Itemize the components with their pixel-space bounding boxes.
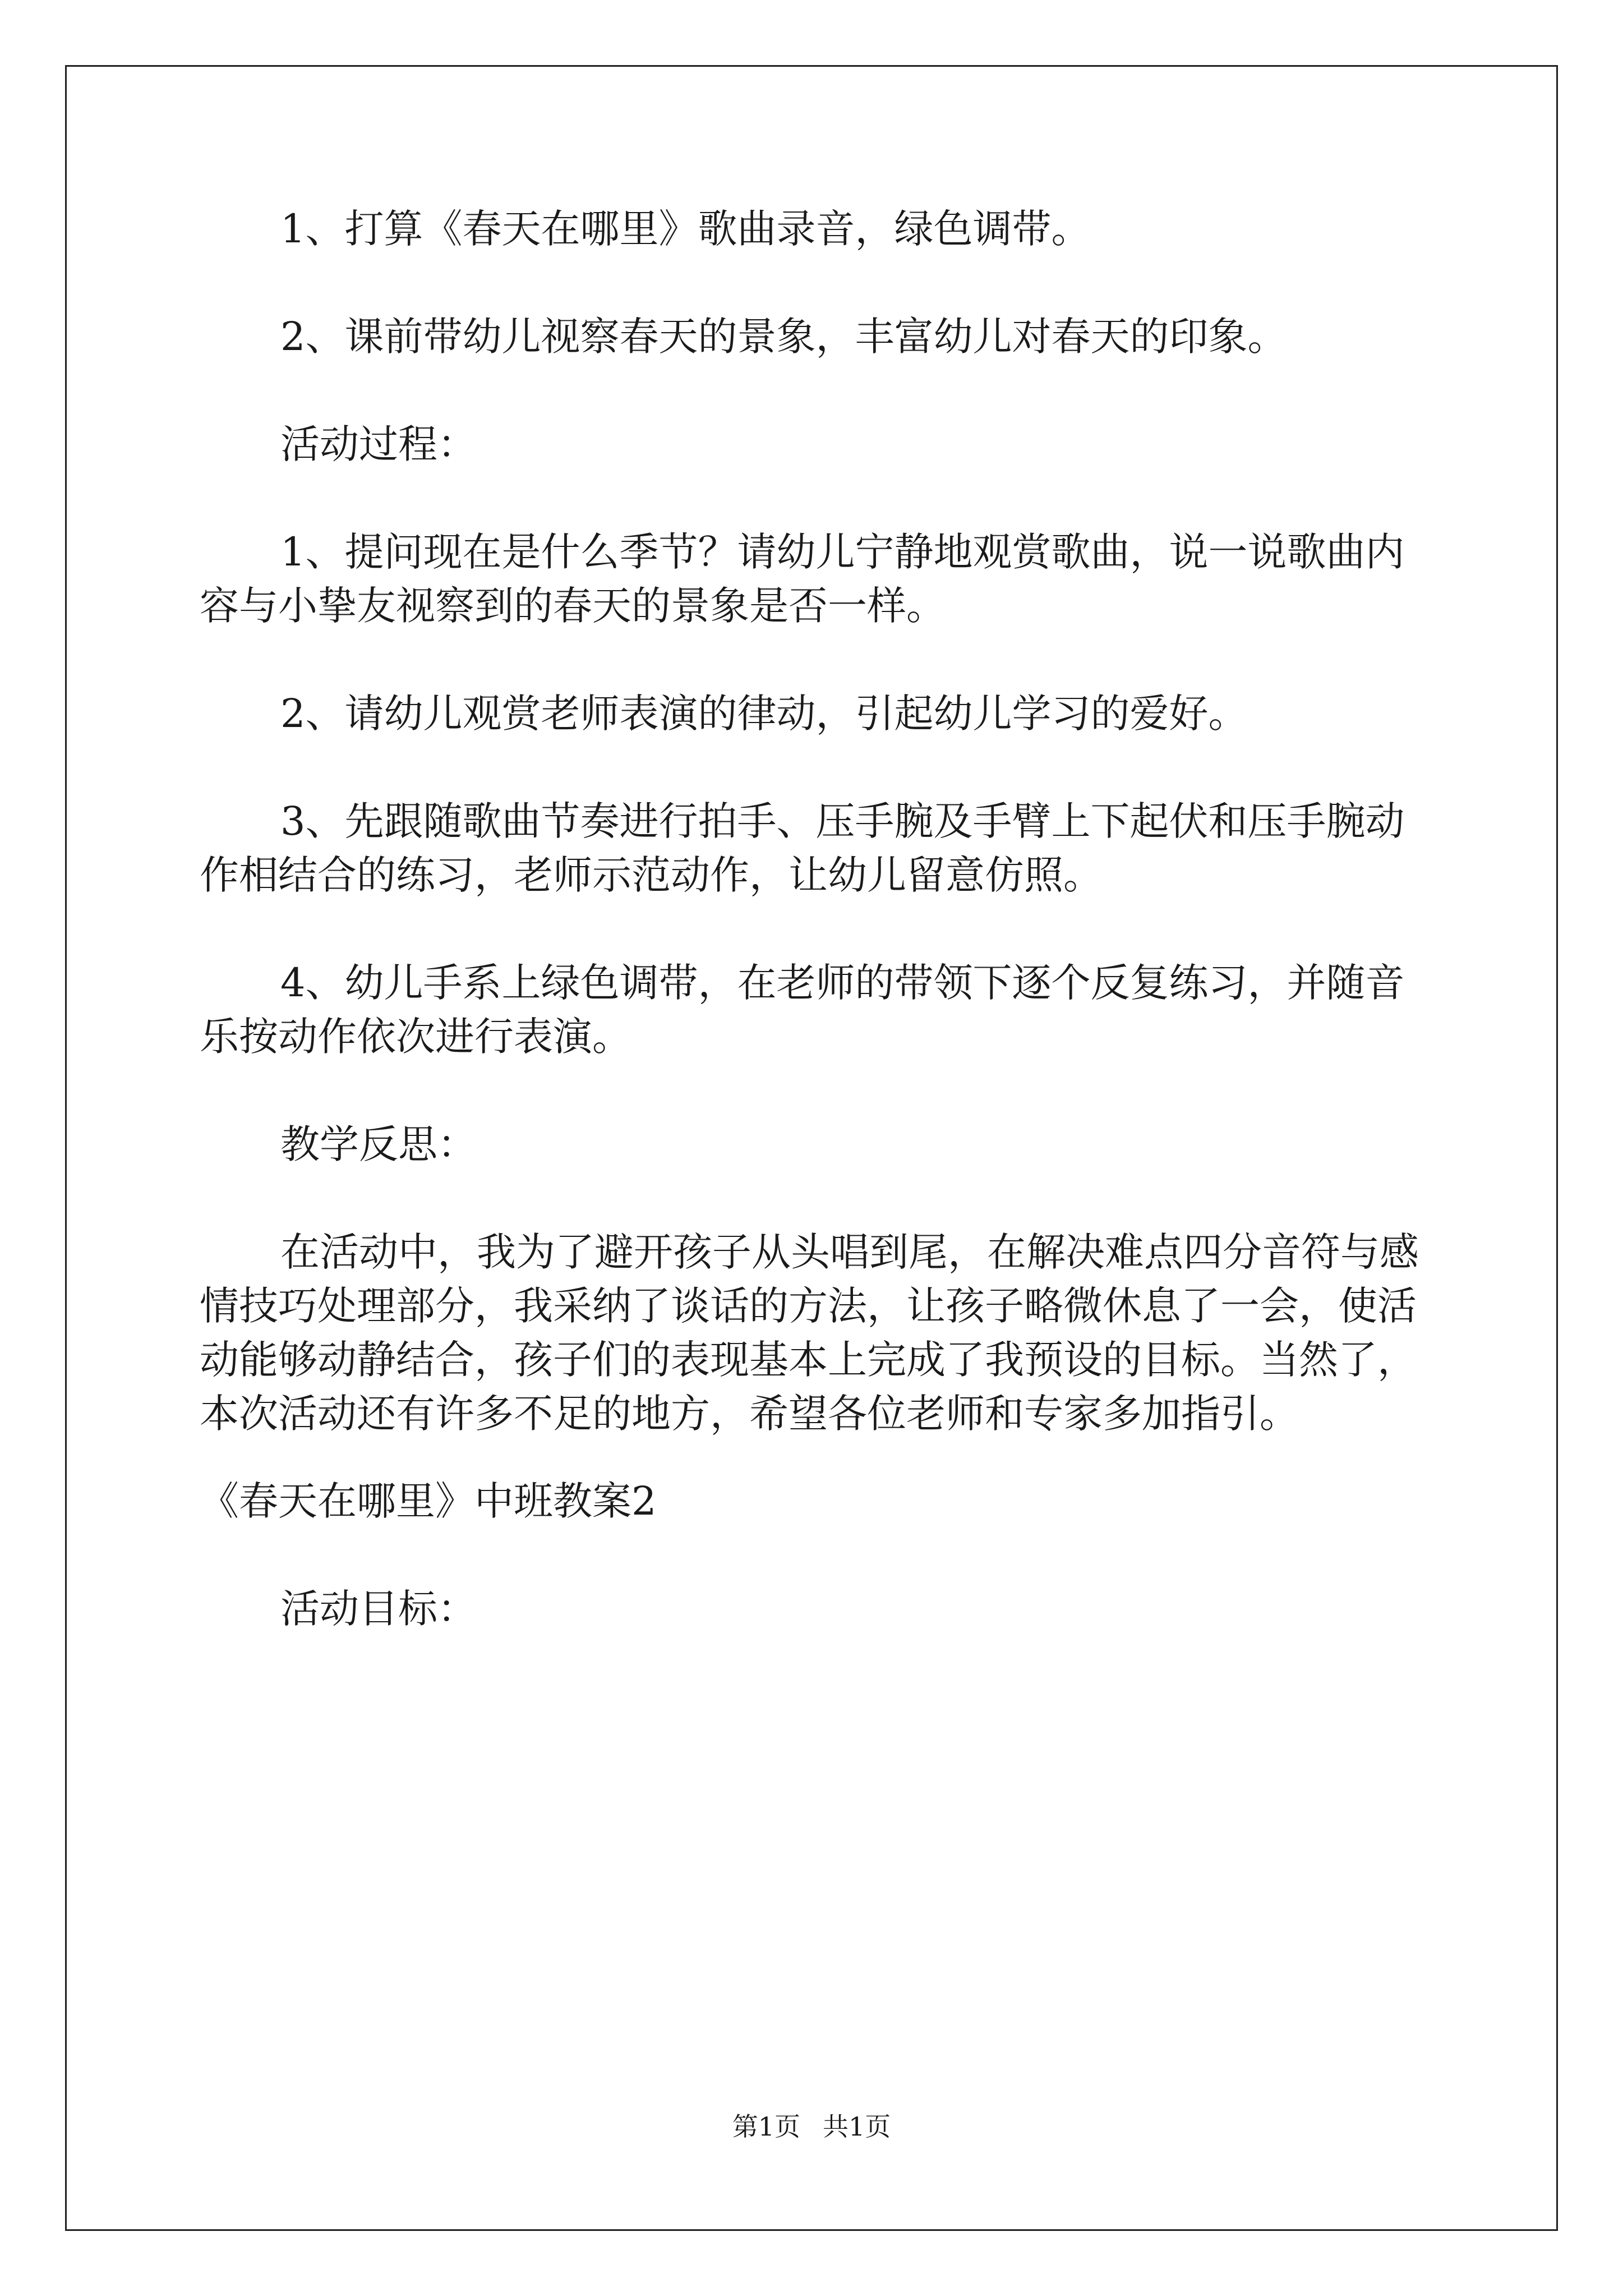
paragraph-process-2: 2、请幼儿观赏老师表演的律动，引起幼儿学习的爱好。	[280, 691, 1248, 737]
paragraph-preparation-2: 2、课前带幼儿视察春天的景象，丰富幼儿对春天的印象。	[280, 314, 1287, 360]
page-number: 第1页	[732, 2111, 800, 2142]
document-body	[200, 202, 1433, 1690]
heading-activity-goals: 活动目标：	[280, 1586, 477, 1632]
paragraph-process-4: 4、幼儿手系上绿色调带，在老师的带领下逐个反复练习，并随音乐按动作依次进行表演。	[200, 960, 1405, 1060]
total-pages: 共1页	[823, 2111, 891, 2142]
section-title-lesson-plan-2: 《春天在哪里》中班教案2	[200, 1478, 657, 1524]
paragraph-process-3: 3、先跟随歌曲节奏进行拍手、压手腕及手臂上下起伏和压手腕动作相结合的练习，老师示范动作，让幼儿留意仿照。	[200, 798, 1405, 898]
paragraph-reflection: 在活动中，我为了避开孩子从头唱到尾，在解决难点四分音符与感情技巧处理部分，我采纳了谈话的方法，让孩子略微休息了一会，使活动能够动静结合，孩子们的表现基本上完成了我预设的目标。当然了，本次活动还有许多不足的地方，希望各位老师和专家多加指引。	[200, 1229, 1419, 1437]
page-footer	[0, 2106, 1623, 2143]
heading-activity-process: 活动过程：	[280, 421, 477, 467]
paragraph-preparation-1: 1、打算《春天在哪里》歌曲录音，绿色调带。	[280, 206, 1091, 252]
paragraph-process-1: 1、提问现在是什么季节？请幼儿宁静地观赏歌曲，说一说歌曲内容与小挚友视察到的春天的景象是否一样。	[200, 529, 1405, 629]
heading-teaching-reflection: 教学反思：	[280, 1121, 477, 1167]
